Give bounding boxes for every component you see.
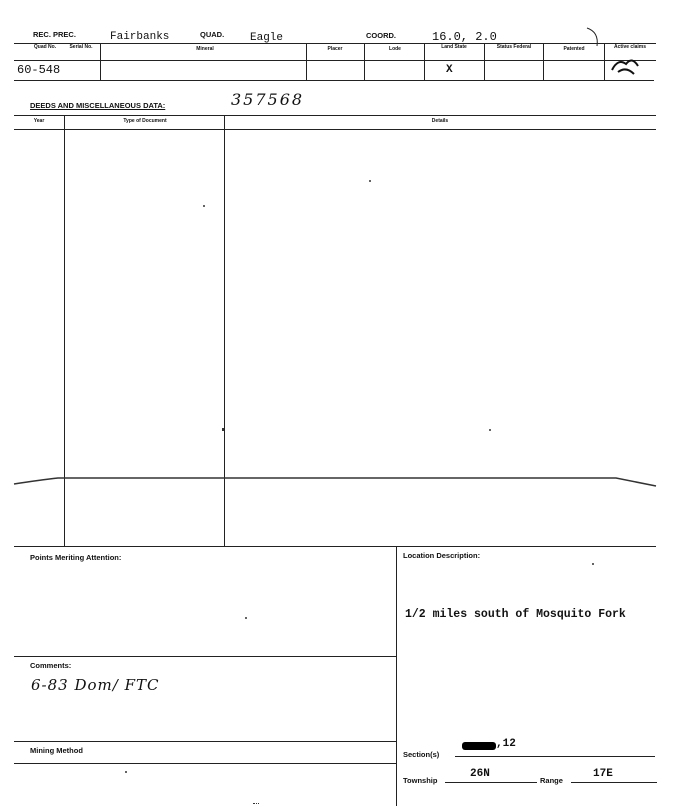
deeds-header-bottom-line [14, 129, 656, 130]
section-underline [455, 756, 655, 757]
township-label: Township [403, 776, 438, 785]
stray-dot [222, 428, 224, 431]
township-underline [445, 782, 537, 783]
active-claims-scribble [608, 52, 648, 78]
col-serial-no: Serial No. [69, 44, 93, 50]
col-active-claims: Active claims [614, 44, 646, 50]
comments-label: Comments: [30, 661, 72, 670]
table-col-divider [424, 43, 425, 80]
mining-top-line [14, 741, 396, 742]
quad-label: QUAD. [200, 30, 225, 39]
location-label: Location Description: [403, 551, 481, 560]
col-patented: Patented [563, 46, 585, 52]
table-col-divider [604, 43, 605, 80]
bottom-sections-divider [396, 546, 397, 806]
mining-label: Mining Method [30, 746, 83, 755]
table-col-divider [100, 43, 101, 80]
comments-top-line [14, 656, 396, 657]
deeds-handwritten-number: 357568 [231, 90, 305, 109]
rec-prec-value: Fairbanks [110, 31, 170, 43]
table-top-line [14, 43, 656, 44]
table-col-divider [364, 43, 365, 80]
comments-handwritten: 6-83 Dom/ FTC [31, 676, 160, 694]
redaction-mark [462, 742, 496, 750]
fold-line [0, 470, 678, 494]
range-underline [571, 782, 657, 783]
range-value: 17E [593, 768, 613, 780]
col-details: Details [431, 118, 449, 124]
col-year: Year [33, 118, 45, 124]
table-col-divider [484, 43, 485, 80]
range-label: Range [540, 776, 563, 785]
col-status-federal: Status Federal [496, 44, 532, 50]
table-mid-line [14, 60, 656, 61]
township-value: 26N [470, 768, 490, 780]
table-col-divider [543, 43, 544, 80]
stray-dot [592, 563, 594, 565]
stray-dot [489, 429, 491, 431]
points-label: Points Meriting Attention: [30, 553, 122, 562]
section-value: ,12 [496, 738, 516, 750]
stray-dot [369, 180, 371, 182]
location-value: 1/2 miles south of Mosquito Fork [405, 608, 626, 621]
col-type-of-document: Type of Document [123, 118, 167, 124]
col-land-state: Land State [441, 44, 467, 50]
stray-dot [125, 771, 127, 773]
col-lode: Lode [389, 46, 401, 52]
deeds-title: DEEDS AND MISCELLANEOUS DATA: [30, 101, 166, 110]
col-mineral: Mineral [196, 46, 214, 52]
stray-dot [245, 617, 247, 619]
table-col-divider [306, 43, 307, 80]
row-quad-no-value: 60-548 [17, 63, 61, 77]
rec-prec-label: REC. PREC. [33, 30, 76, 39]
stray-dot [253, 803, 259, 805]
col-quad-no: Quad No. [33, 44, 57, 50]
deeds-header-top-line [14, 115, 656, 116]
section-label: Section(s) [403, 750, 440, 759]
corner-mark [585, 26, 605, 48]
bottom-sections-top-line [14, 546, 656, 547]
coord-label: COORD. [366, 31, 396, 40]
coord-value: 16.0, 2.0 [432, 30, 497, 44]
quad-value: Eagle [250, 32, 284, 44]
col-placer: Placer [327, 46, 343, 52]
mining-bottom-line [14, 763, 396, 764]
table-bottom-line [14, 80, 654, 81]
row-land-state-value: X [446, 64, 453, 76]
stray-dot [203, 205, 205, 207]
